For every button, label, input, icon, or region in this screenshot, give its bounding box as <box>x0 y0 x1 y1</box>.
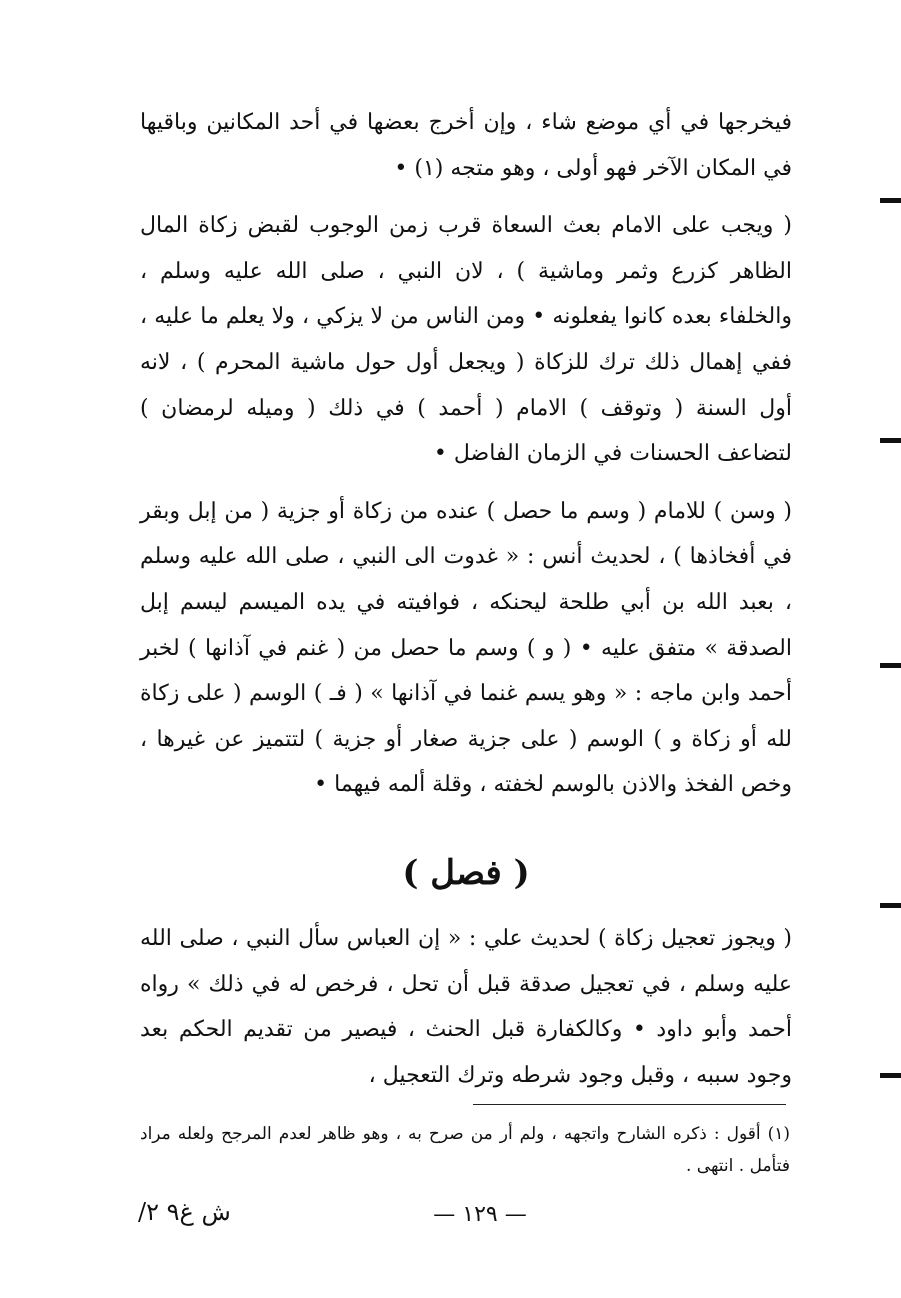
printer-signature: ش غ٩ ٢/ <box>138 1198 231 1226</box>
edge-mark-3 <box>880 663 901 668</box>
section-paragraph-1: ( ويجوز تعجيل زكاة ) لحديث علي : « إن العباس سأل النبي ، صلى الله عليه وسلم ، في تعجيل صدقة قبل أن تحل ، فرخص له في ذلك » رواه أحمد وأبو داود • وكالكفارة قبل الحنث ، فيصير من تقديم الحكم بعد وجود سببه ، وقبل وجود شرطه وترك التعجيل ، <box>140 926 792 1088</box>
footnote-divider <box>473 1104 786 1105</box>
main-text-block <box>140 100 792 808</box>
edge-mark-4 <box>880 903 901 908</box>
footnote <box>140 1118 790 1182</box>
paragraph-3: ( وسن ) للامام ( وسم ما حصل ) عنده من زكاة أو جزية ( من إبل وبقر في أفخاذها ) ، لحديث أنس : « غدوت الى النبي ، صلى الله عليه وسلم ، بعبد الله بن أبي طلحة ليحنكه ، فوافيته في يده الميسم ليسم إبل الصدقة » متفق عليه • ( و ) وسم ما حصل من ( غنم في آذانها ) لخبر أحمد وابن ماجه : « وهو يسم غنما في آذانها » ( فـ ) الوسم ( على زكاة لله أو زكاة و ) الوسم ( على جزية صغار أو جزية ) لتتميز عن غيرها ، وخص الفخذ والاذن بالوسم لخفته ، وقلة ألمه فيهما • <box>140 498 792 798</box>
edge-mark-1 <box>880 198 901 203</box>
paragraph-1: فيخرجها في أي موضع شاء ، وإن أخرج بعضها في أحد المكانين وباقيها في المكان الآخر فهو أولى ، وهو متجه (١) • <box>140 110 792 181</box>
edge-mark-2 <box>880 438 901 443</box>
page-number: — ١٢٩ — <box>433 1202 527 1227</box>
section-text-block <box>140 916 792 1098</box>
edge-mark-5 <box>880 1073 901 1078</box>
paragraph-2: ( ويجب على الامام بعث السعاة قرب زمن الوجوب لقبض زكاة المال الظاهر كزرع وثمر وماشية ) ، لان النبي ، صلى الله عليه وسلم ، والخلفاء بعده كانوا يفعلونه • ومن الناس من لا يزكي ، ولا يعلم ما عليه ، ففي إهمال ذلك ترك للزكاة ( ويجعل أول حول ماشية المحرم ) ، لانه أول السنة ( وتوقف ) الامام ( أحمد ) في ذلك ( وميله لرمضان ) لتضاعف الحسنات في الزمان الفاضل • <box>140 213 792 467</box>
footnote-text: (١) أقول : ذكره الشارح واتجهه ، ولم أر من صرح به ، وهو ظاهر لعدم المرجح ولعله مراد فتأمل . انتهى . <box>140 1124 790 1176</box>
section-heading: ( فصل ) <box>402 853 530 893</box>
